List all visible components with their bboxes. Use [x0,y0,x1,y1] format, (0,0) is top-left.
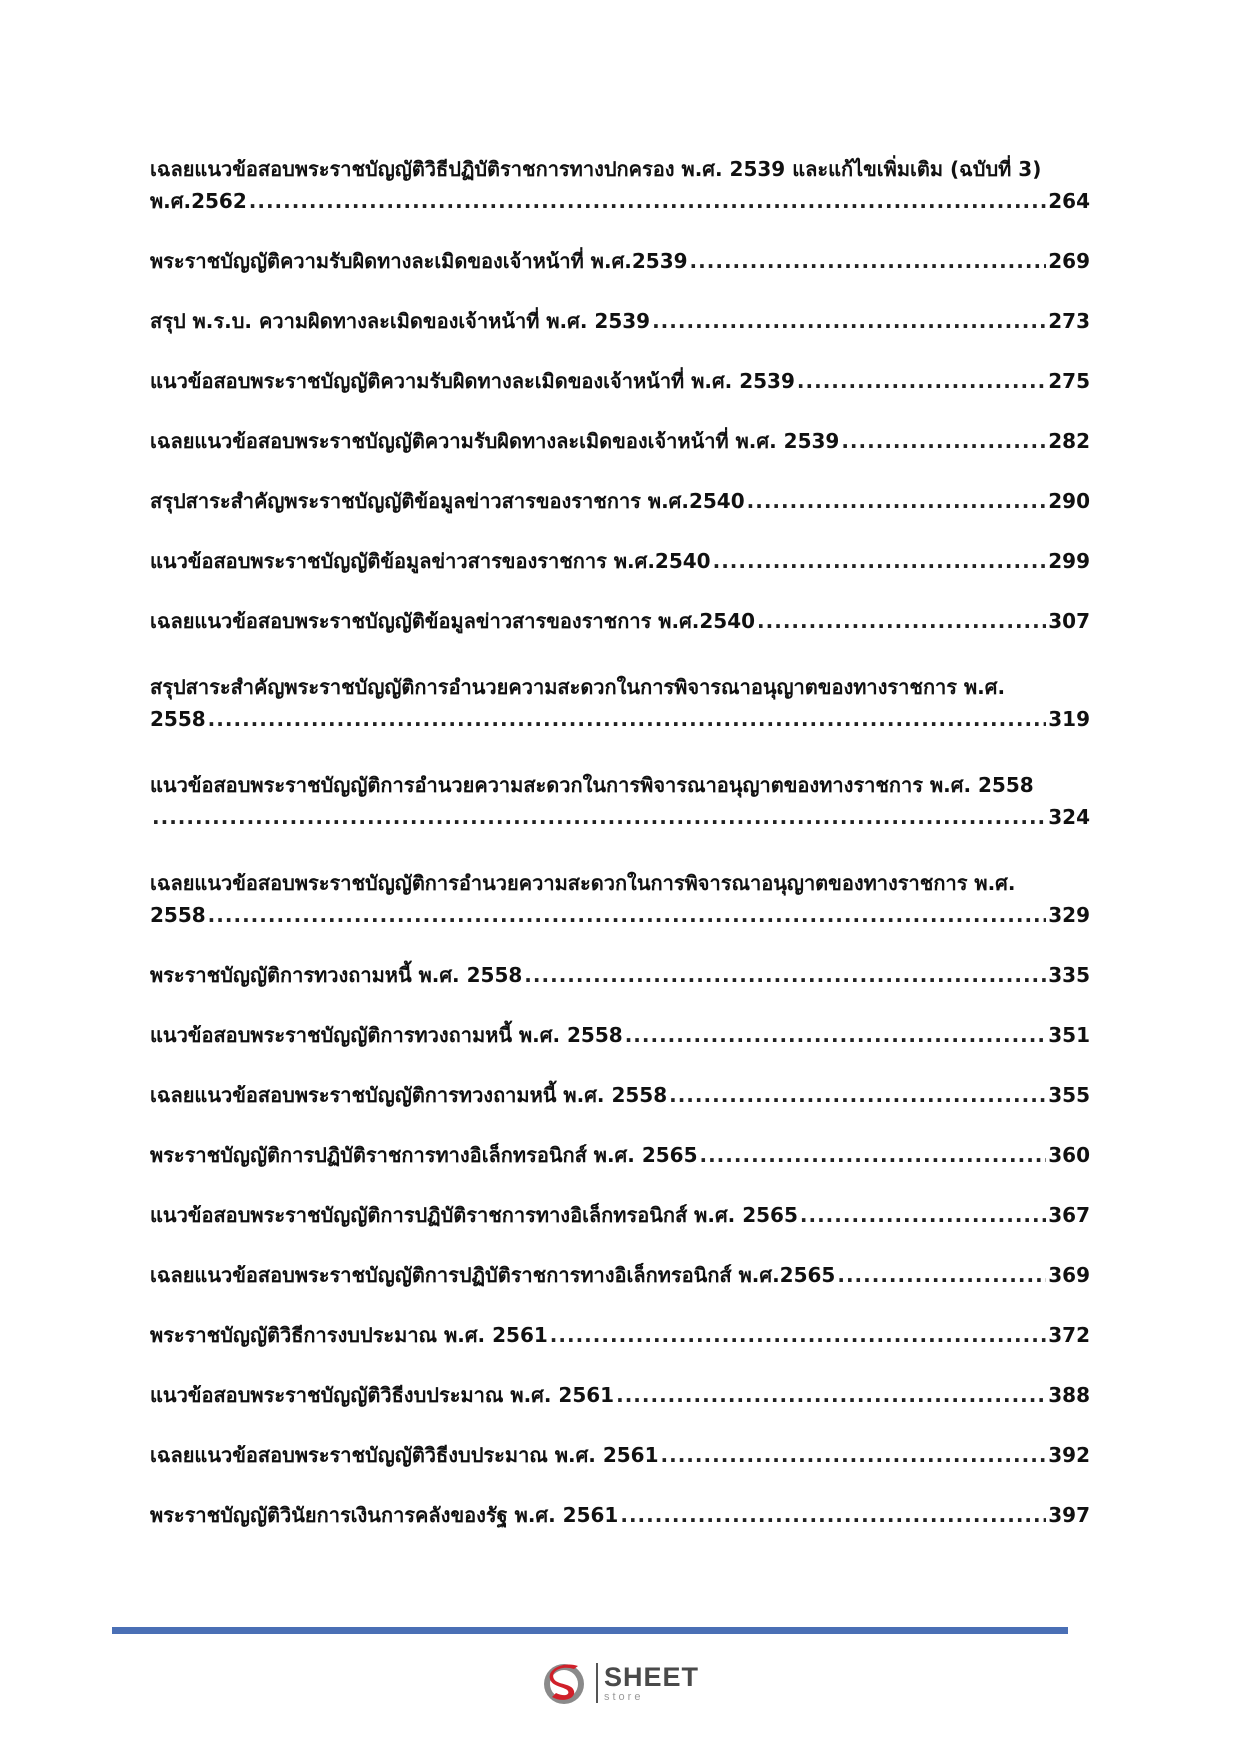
toc-entry[interactable] [150,608,1090,635]
logo-subword: store [604,1690,644,1703]
toc-entry-page-number: 269 [1048,249,1090,273]
toc-entry-title-line1: เฉลยแนวข้อสอบพระราชบัญญัติวิธีปฏิบัติราชการทางปกครอง พ.ศ. 2539 และแก้ไขเพิ่มเติม (ฉบับที่ 3) [150,157,1042,181]
toc-entry[interactable] [150,668,1090,733]
toc-entry-page-number: 307 [1048,609,1090,633]
toc-entry-title: พ.ศ.2562 [150,189,247,213]
toc-entry[interactable] [150,766,1090,831]
dot-leader [249,188,1047,215]
toc-entry-title: เฉลยแนวข้อสอบพระราชบัญญัติความรับผิดทางละเมิดของเจ้าหน้าที่ พ.ศ. 2539 [150,429,840,453]
toc-entry-page-number: 392 [1048,1443,1090,1467]
dot-leader [524,962,1046,989]
toc-entry-title: พระราชบัญญัติการทวงถามหนี้ พ.ศ. 2558 [150,963,523,987]
dot-leader [652,308,1046,335]
dot-leader [800,1202,1046,1229]
toc-entry-title: 2558 [150,903,206,927]
dot-leader [550,1322,1046,1349]
toc-entry-page-number: 369 [1048,1263,1090,1287]
toc-entry[interactable] [150,368,1090,395]
toc-entry[interactable] [150,1202,1090,1229]
dot-leader [616,1382,1046,1409]
toc-entry-title-line1: สรุปสาระสำคัญพระราชบัญญัติการอำนวยความสะดวกในการพิจารณาอนุญาตของทางราชการ พ.ศ. [150,675,1006,699]
dot-leader [690,248,1047,275]
toc-entry-title: แนวข้อสอบพระราชบัญญัติการปฏิบัติราชการทางอิเล็กทรอนิกส์ พ.ศ. 2565 [150,1203,798,1227]
logo-wordmark [604,1661,700,1703]
dot-leader [620,1502,1046,1529]
toc-entry[interactable] [150,1082,1090,1109]
table-of-contents [150,150,1090,1562]
toc-entry-page-number: 275 [1048,369,1090,393]
toc-entry-title: 2558 [150,707,206,731]
dot-leader [625,1022,1047,1049]
toc-entry[interactable] [150,548,1090,575]
toc-entry[interactable] [150,1022,1090,1049]
toc-entry-title-line1: แนวข้อสอบพระราชบัญญัติการอำนวยความสะดวกในการพิจารณาอนุญาตของทางราชการ พ.ศ. 2558 [150,773,1034,797]
toc-entry[interactable] [150,1442,1090,1469]
toc-entry[interactable] [150,1142,1090,1169]
dot-leader [208,902,1047,929]
toc-entry[interactable] [150,248,1090,275]
toc-entry-title: แนวข้อสอบพระราชบัญญัติการทวงถามหนี้ พ.ศ. 2558 [150,1023,623,1047]
toc-entry-page-number: 329 [1048,903,1090,927]
dot-leader [757,608,1046,635]
toc-entry[interactable] [150,428,1090,455]
toc-entry-page-number: 397 [1048,1503,1090,1527]
toc-entry[interactable] [150,308,1090,335]
toc-entry[interactable] [150,1382,1090,1409]
dot-leader [669,1082,1046,1109]
toc-entry[interactable] [150,962,1090,989]
toc-entry[interactable] [150,488,1090,515]
toc-entry-title: เฉลยแนวข้อสอบพระราชบัญญัติการทวงถามหนี้ พ.ศ. 2558 [150,1083,668,1107]
toc-entry-title: เฉลยแนวข้อสอบพระราชบัญญัติการปฏิบัติราชการทางอิเล็กทรอนิกส์ พ.ศ.2565 [150,1263,836,1287]
toc-entry-title: แนวข้อสอบพระราชบัญญัติข้อมูลข่าวสารของราชการ พ.ศ.2540 [150,549,711,573]
toc-entry-title: พระราชบัญญัติความรับผิดทางละเมิดของเจ้าหน้าที่ พ.ศ.2539 [150,249,688,273]
toc-entry[interactable] [150,1262,1090,1289]
logo-separator [596,1663,598,1703]
toc-entry-page-number: 282 [1048,429,1090,453]
dot-leader [841,428,1046,455]
toc-entry-title: พระราชบัญญัติวิธีการงบประมาณ พ.ศ. 2561 [150,1323,548,1347]
toc-entry-page-number: 299 [1048,549,1090,573]
footer-divider [112,1627,1068,1634]
toc-entry-page-number: 335 [1048,963,1090,987]
toc-entry[interactable] [150,864,1090,929]
logo-word: SHEET [604,1661,700,1692]
toc-entry-title: พระราชบัญญัติการปฏิบัติราชการทางอิเล็กทรอนิกส์ พ.ศ. 2565 [150,1143,698,1167]
toc-entry-title: แนวข้อสอบพระราชบัญญัติวิธีงบประมาณ พ.ศ. 2561 [150,1383,615,1407]
toc-entry-title: เฉลยแนวข้อสอบพระราชบัญญัติวิธีงบประมาณ พ.ศ. 2561 [150,1443,659,1467]
toc-entry-title: สรุป พ.ร.บ. ความผิดทางละเมิดของเจ้าหน้าที่ พ.ศ. 2539 [150,309,651,333]
dot-leader [699,1142,1046,1169]
toc-entry-title: พระราชบัญญัติวินัยการเงินการคลังของรัฐ พ.ศ. 2561 [150,1503,619,1527]
toc-entry-page-number: 367 [1048,1203,1090,1227]
toc-entry[interactable] [150,1322,1090,1349]
toc-entry[interactable] [150,1502,1090,1529]
toc-entry-page-number: 264 [1048,189,1090,213]
dot-leader [747,488,1047,515]
dot-leader [152,804,1046,831]
dot-leader [713,548,1047,575]
dot-leader [837,1262,1046,1289]
dot-leader [661,1442,1047,1469]
toc-entry-page-number: 360 [1048,1143,1090,1167]
dot-leader [208,706,1047,733]
toc-entry-title: สรุปสาระสำคัญพระราชบัญญัติข้อมูลข่าวสารของราชการ พ.ศ.2540 [150,489,745,513]
toc-entry-page-number: 273 [1048,309,1090,333]
toc-entry-page-number: 372 [1048,1323,1090,1347]
sheet-store-logo [540,1655,710,1711]
toc-entry-page-number: 355 [1048,1083,1090,1107]
toc-entry-title-line1: เฉลยแนวข้อสอบพระราชบัญญัติการอำนวยความสะดวกในการพิจารณาอนุญาตของทางราชการ พ.ศ. [150,871,1016,895]
toc-entry-page-number: 319 [1048,707,1090,731]
toc-entry-page-number: 388 [1048,1383,1090,1407]
toc-entry-page-number: 351 [1048,1023,1090,1047]
toc-entry[interactable] [150,150,1090,215]
dot-leader [797,368,1046,395]
toc-entry-title: แนวข้อสอบพระราชบัญญัติความรับผิดทางละเมิดของเจ้าหน้าที่ พ.ศ. 2539 [150,369,795,393]
toc-entry-page-number: 324 [1048,805,1090,829]
sheet-store-logo-icon [540,1657,592,1709]
toc-entry-title: เฉลยแนวข้อสอบพระราชบัญญัติข้อมูลข่าวสารของราชการ พ.ศ.2540 [150,609,756,633]
toc-entry-page-number: 290 [1048,489,1090,513]
